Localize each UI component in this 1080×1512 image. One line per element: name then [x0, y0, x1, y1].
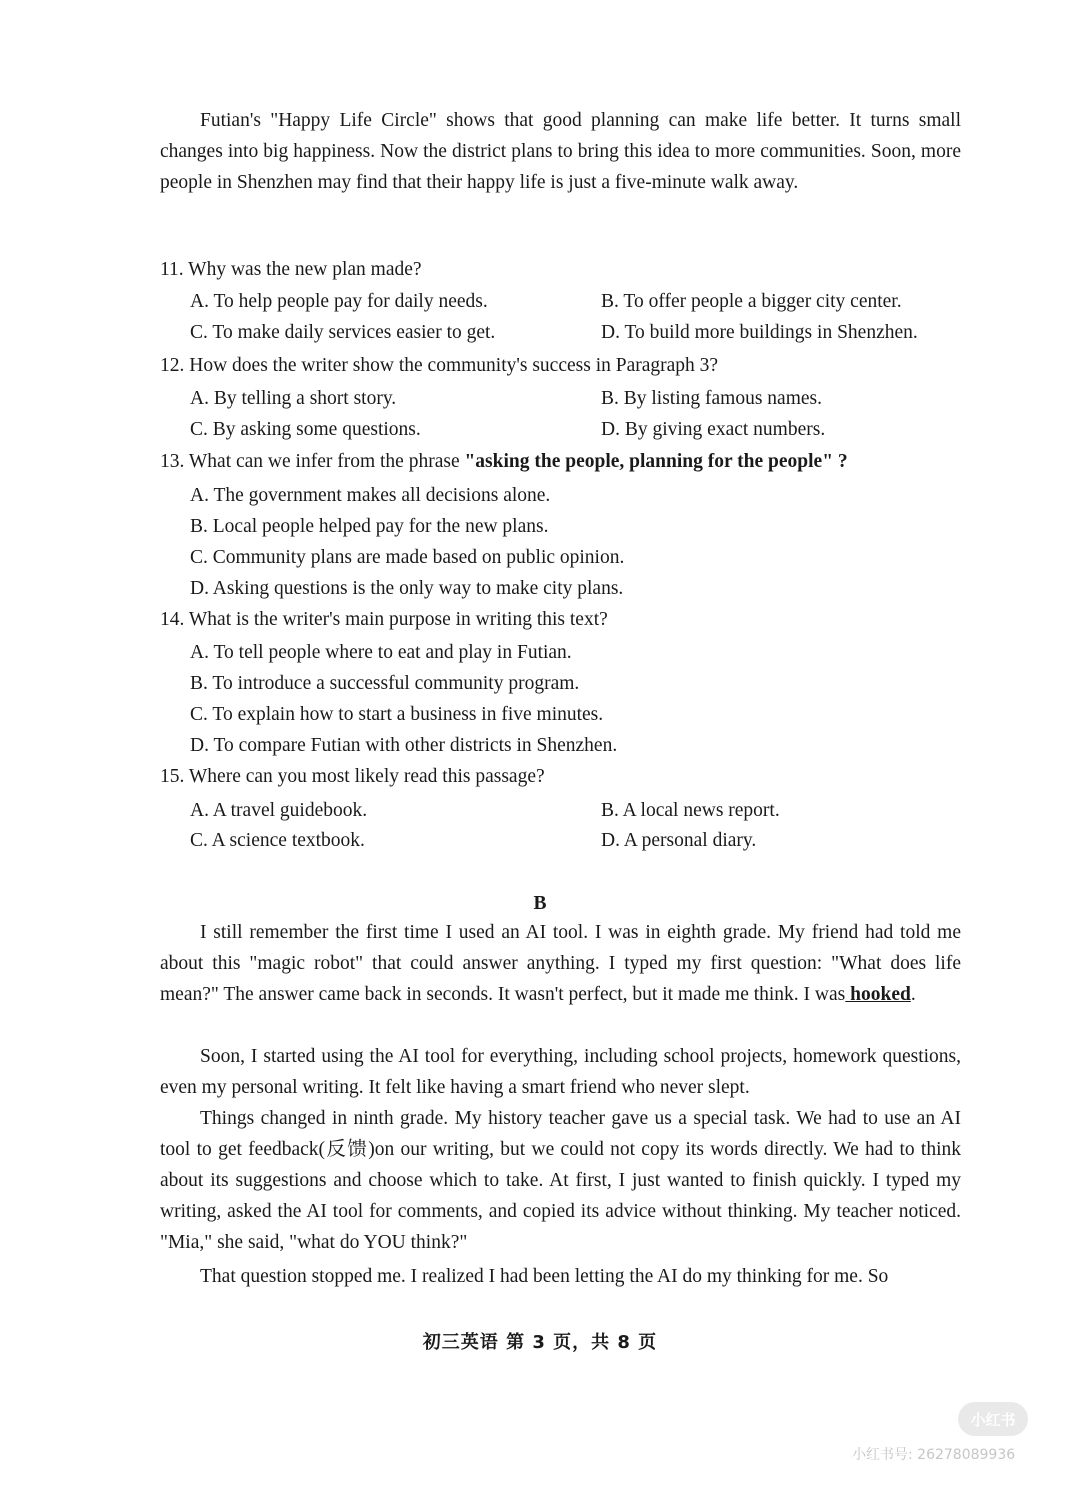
q15-option-c: C. A science textbook. [190, 830, 365, 851]
q13-stem-prefix: 13. What can we infer from the phrase [160, 451, 465, 472]
section-b-paragraph-3: Things changed in ninth grade. My history teacher gave us a special task. We had to use an AI tool to get feedback(反馈)on our writing, but we could not copy its words directly. We had to think about its suggestions and choose which to take. At first, I just wanted to finish quickly. I typed my writing, asked the AI tool for comments, and copied its advice without thinking. My teacher noticed. "Mia," she said, "what do YOU think?" [160, 1108, 961, 1253]
q12-option-d: D. By giving exact numbers. [601, 419, 826, 440]
section-b-heading: B [533, 893, 547, 914]
section-b-paragraph-4: That question stopped me. I realized I had been letting the AI do my thinking for me. So [200, 1266, 889, 1287]
question-14-stem: 14. What is the writer's main purpose in writing this text? [160, 609, 608, 630]
q13-option-d: D. Asking questions is the only way to make city plans. [190, 578, 624, 599]
q11-option-a: A. To help people pay for daily needs. [190, 291, 488, 312]
p1-end: . [910, 984, 916, 1005]
section-b-paragraph-1 [160, 917, 961, 1010]
q14-option-a: A. To tell people where to eat and play in Futian. [190, 642, 572, 663]
q13-option-b: B. Local people helped pay for the new plans. [190, 516, 549, 537]
hooked-underlined-word: hooked [845, 984, 911, 1005]
q11-option-d: D. To build more buildings in Shenzhen. [601, 322, 918, 343]
question-15-stem: 15. Where can you most likely read this passage? [160, 766, 545, 787]
q13-option-c: C. Community plans are made based on public opinion. [190, 547, 625, 568]
q14-option-b: B. To introduce a successful community program. [190, 673, 580, 694]
q12-option-b: B. By listing famous names. [601, 388, 822, 409]
question-11-stem: 11. Why was the new plan made? [160, 259, 422, 280]
q13-stem-suffix: ? [833, 451, 848, 472]
q15-option-a: A. A travel guidebook. [190, 800, 368, 821]
watermark-badge: 小红书 [958, 1402, 1028, 1436]
page-footer: 初三英语 第 3 页，共 8 页 [422, 1332, 658, 1353]
q12-option-c: C. By asking some questions. [190, 419, 421, 440]
q13-stem-phrase: "asking the people, planning for the people" [464, 451, 834, 472]
q15-option-b: B. A local news report. [601, 800, 780, 821]
section-b-paragraph-2: Soon, I started using the AI tool for everything, including school projects, homework questions, even my personal writing. It felt like having a smart friend who never slept. [160, 1046, 961, 1098]
q12-option-a: A. By telling a short story. [190, 388, 397, 409]
question-13-stem [160, 446, 848, 477]
watermark-id: 小红书号: 26278089936 [852, 1447, 1016, 1463]
p1-text: I still remember the first time I used an AI tool. I was in eighth grade. My friend had told me about this "magic robot" that could answer anything. I typed my first question: "What does life mean?" The answer came back in seconds. It wasn't perfect, but it made me think. I was [160, 922, 961, 1005]
q14-option-c: C. To explain how to start a business in five minutes. [190, 704, 604, 725]
q14-option-d: D. To compare Futian with other districts in Shenzhen. [190, 735, 618, 756]
question-12-stem: 12. How does the writer show the community's success in Paragraph 3? [160, 355, 719, 376]
q13-option-a: A. The government makes all decisions alone. [190, 485, 551, 506]
q11-option-b: B. To offer people a bigger city center. [601, 291, 902, 312]
q15-option-d: D. A personal diary. [601, 830, 757, 851]
passage-a-conclusion: Futian's "Happy Life Circle" shows that good planning can make life better. It turns small changes into big happiness. Now the district plans to bring this idea to more communities. Soon, more people in Shenzhen may find that their happy life is just a five-minute walk away. [160, 110, 961, 193]
q11-option-c: C. To make daily services easier to get. [190, 322, 496, 343]
